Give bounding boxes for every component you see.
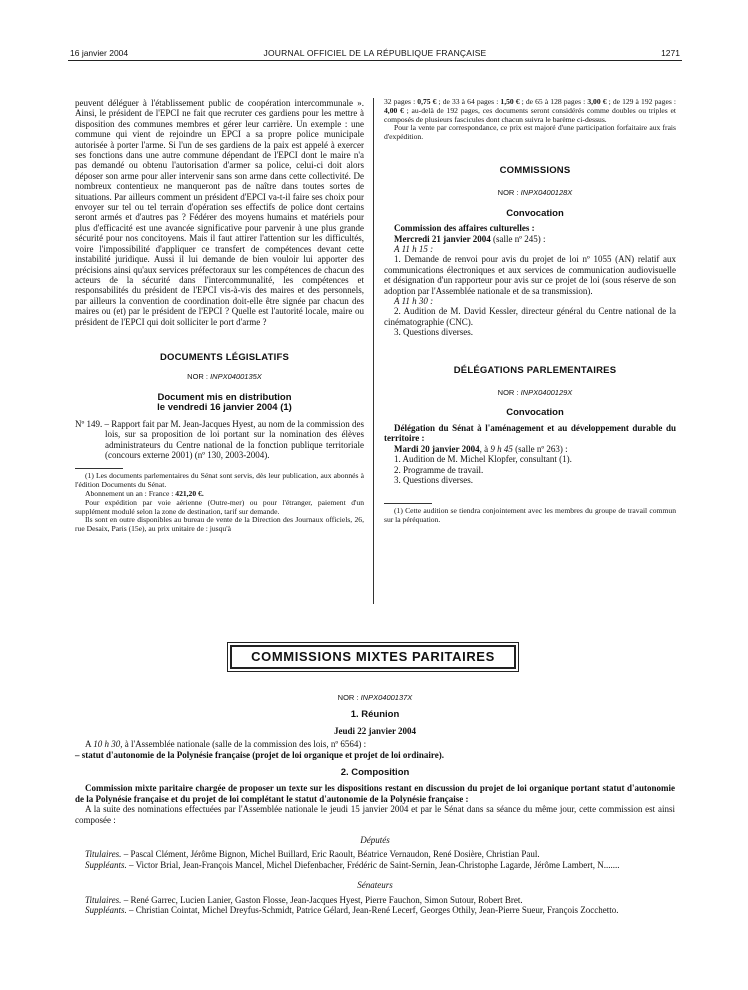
commissions-title: COMMISSIONS: [499, 164, 571, 176]
cmp-nor: NOR : INPX0400137X: [337, 693, 413, 702]
documents-nor: NOR : INPX0400135X: [187, 372, 262, 382]
cmp-commission-desc: Commission mixte paritaire chargée de proposer un texte sur les dispositions restant en discussion du projet de loi organique portant statut d'autonomie de la Polynésie française et du projet de loi complétant le statut d'autonomie de la Polynésie française :: [75, 783, 675, 804]
cmp-section: [75, 693, 675, 916]
senateurs-suppleants: Suppléants. – Christian Cointat, Michel Dreyfus-Schmidt, Patrice Gélard, Jean-René Lecerf, Georges Othily, Jean-Pierre Sueur, François Zocchetto.: [85, 905, 619, 916]
deputes-titulaires: Titulaires. – Pascal Clément, Jérôme Bignon, Michel Buillard, Eric Raoult, Béatrice Vernaudon, René Dosière, Christian Paul.: [85, 849, 540, 860]
commission-date-line: Mercredi 21 janvier 2004 (salle nº 245) :: [394, 233, 546, 244]
commission-name: Commission des affaires culturelles :: [394, 223, 535, 234]
delegation-item-2: 2. Programme de travail.: [394, 464, 484, 475]
commissions-nor: NOR : INPX0400128X: [497, 188, 573, 198]
delegations-convocation: Convocation: [506, 407, 564, 419]
delegation-item-1: 1. Audition de M. Michel Klopfer, consultant (1).: [394, 454, 572, 465]
commissions-convocation: Convocation: [506, 207, 564, 219]
commission-time-1: A 11 h 15 :: [394, 244, 434, 255]
price-vente: Pour la vente par correspondance, ce prix est majoré d'une participation forfaitaire aux frais d'expédition.: [384, 123, 676, 142]
senateurs-heading: Sénateurs: [357, 880, 393, 891]
footnote-3: Pour expédition par voie aérienne (Outre-mer) ou pour l'étranger, paiement d'un supplément modulé selon la zone de destination, tarif sur demande.: [75, 497, 364, 516]
cmp-title-box: COMMISSIONS MIXTES PARITAIRES: [230, 645, 516, 669]
senateurs-titulaires: Titulaires. – René Garrec, Lucien Lanier, Gaston Flosse, Jean-Jacques Hyest, Pierre Fauchon, Simon Sutour, Robert Bret.: [85, 894, 523, 905]
deputes-suppleants: Suppléants. – Victor Brial, Jean-François Mancel, Michel Diefenbacher, Frédéric de Saint-Sernin, Jean-Christophe Lagarde, Jérôme Lambert, N.......: [85, 859, 620, 870]
cmp-meeting-subject: – statut d'autonomie de la Polynésie française (projet de loi organique et projet de loi ordinaire).: [75, 749, 444, 760]
commission-item-1: 1. Demande de renvoi pour avis du projet de loi nº 1055 (AN) relatif aux communications électroniques et aux services de communication audiovisuelle et désignation d'un rapporteur pour avis sur ce projet de loi (sous réserve de son adoption par l'Assemblée nationale et de sa transmission).: [384, 254, 676, 296]
footnote-1: (1) Les documents parlementaires du Sénat sont servis, dès leur publication, aux abonnés à l'édition Documents du Sénat.: [75, 471, 364, 490]
cmp-meeting-place: A 10 h 30, à l'Assemblée nationale (salle de la commission des lois, nº 6564) :: [85, 739, 367, 750]
documents-legislatifs-title: DOCUMENTS LÉGISLATIFS: [159, 351, 290, 363]
delegation-footnote: (1) Cette audition se tiendra conjointement avec les membres du groupe de travail commun sur la péréquation.: [384, 506, 676, 525]
cmp-section-2-title: 2. Composition: [340, 767, 410, 779]
commission-item-2: 2. Audition de M. David Kessler, directeur général du Centre national de la cinématographie (CNC).: [384, 306, 676, 327]
documents-subtitle-2: le vendredi 16 janvier 2004 (1): [157, 401, 292, 413]
footnote-2: Abonnement un an : France : 421,20 €.: [85, 488, 204, 498]
cmp-meeting-date: Jeudi 22 janvier 2004: [333, 725, 417, 736]
page-header: [68, 48, 682, 61]
cmp-section-1-title: 1. Réunion: [350, 709, 400, 721]
left-column: [75, 98, 364, 534]
price-list: 32 pages : 0,75 € ; de 33 à 64 pages : 1,50 € ; de 65 à 128 pages : 3,00 € ; de 129 à 192 pages : 4,00 € ; au-delà de 192 pages, ces documents seront considérés comme doubles ou triples et composés de plusieurs fascicules dont chacun suivra le barème ci-dessus.: [384, 97, 677, 124]
right-column: [384, 98, 676, 525]
delegations-title: DÉLÉGATIONS PARLEMENTAIRES: [453, 364, 617, 376]
journal-title: JOURNAL OFFICIEL DE LA RÉPUBLIQUE FRANÇAISE: [263, 48, 487, 58]
delegation-date-line: Mardi 20 janvier 2004, à 9 h 45 (salle nº 263) :: [394, 443, 568, 454]
cmp-composition-intro: A la suite des nominations effectuées par l'Assemblée nationale le jeudi 15 janvier 2004 et par le Sénat dans sa séance du même jour, cette commission est ainsi composée :: [75, 804, 675, 825]
delegation-name: Délégation du Sénat à l'aménagement et au développement durable du territoire :: [384, 422, 676, 444]
column-divider: [373, 98, 374, 604]
delegation-item-3: 3. Questions diverses.: [394, 474, 473, 485]
delegations-nor: NOR : INPX0400129X: [497, 388, 573, 398]
page-number: 1271: [661, 48, 680, 58]
question-text: peuvent déléguer à l'établissement public de coopération intercommunale ». Ainsi, le président de l'EPCI ne fait que recruter ces gardiens pour les mettre à disposition des communes membres et gérer leur carrière. Un exemple : une commune qui vient de rejoindre un EPCI a sa propre police municipale autorisée à porter l'arme. Si l'un de ses gardiens de la paix est appelé à exercer ses fonctions dans une autre commune dépendant de l'EPCI dont le maire n'a pas demandé ou obtenu l'autorisation d'armer sa police, celui-ci doit alors déposer son arme pour aller intervenir sans son arme dans cette collectivité. De nombreux contentieux ne manqueront pas de naître dans toutes sortes de situations. Par ailleurs comment un président d'EPCI va-t-il faire ses choix pour envoyer sur tel ou tel terrain d'opération ses effectifs de police dont certains seront armés et d'autres pas ? Fédérer des moyens humains et matériels pour plus d'efficacité est une avancée significative pour parvenir à une plus grande sécurité pour nos concitoyens. Mais il faut attirer l'attention sur les difficultés, voire l'impossibilité d'appliquer ce transfert de compétences devant cette instabilité juridique. Aussi il lui demande de bien vouloir lui apporter des précisions ainsi qu'aux services préfectoraux sur les compétences de chacun des acteurs de la sécurité dans l'intercommunalité, les compétences et responsabilités du président de l'EPCI vis-à-vis des maires et des personnels, par ailleurs la convention de coordination doit-elle être signée par chacun des maires ou (et) par le président de l'EPCI ? Quelle est l'autorité locale, maire ou président de l'EPCI qui doit solliciter le port d'arme ?: [75, 98, 364, 327]
commission-time-2: A 11 h 30 :: [394, 296, 434, 307]
footnote-4: Ils sont en outre disponibles au bureau de vente de la Direction des Journaux officiels, 26, rue Desaix, Paris (15e), au prix unitaire de : jusqu'à: [75, 515, 364, 534]
header-date: 16 janvier 2004: [70, 48, 129, 58]
document-item: Nº 149. – Rapport fait par M. Jean-Jacques Hyest, au nom de la commission des lois, sur sa proposition de loi portant sur la nomination des élèves administrateurs du Centre national de la fonction publique territoriale (concours externe 2001) (nº 130, 2003-2004).: [75, 418, 364, 460]
commission-item-3: 3. Questions diverses.: [394, 327, 473, 338]
deputes-heading: Députés: [360, 835, 390, 846]
documents-subtitle-1: Document mis en distribution: [157, 391, 292, 403]
